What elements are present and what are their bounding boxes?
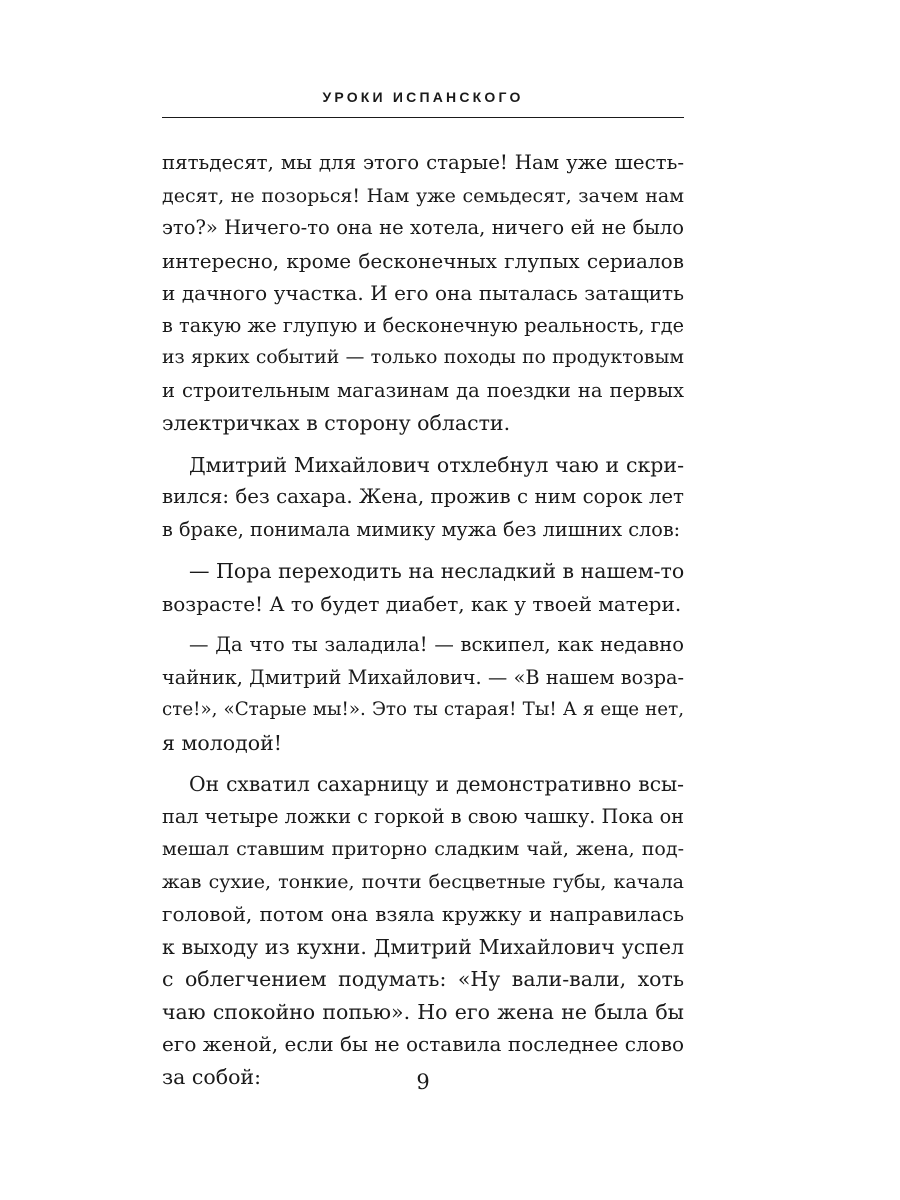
page-number: 9 bbox=[416, 1070, 430, 1094]
text-line: — Пора переходить на несладкий в нашем-то bbox=[189, 559, 684, 583]
text-line: Он схватил сахарницу и демонстративно всы- bbox=[189, 772, 684, 796]
text-line: я молодой! bbox=[162, 730, 282, 755]
text-line: пал четыре ложки с горкой в свою чашку. Пока он bbox=[162, 804, 684, 828]
text-line: в браке, понимала мимику мужа без лишних слов: bbox=[162, 517, 681, 541]
text-line: — Да что ты заладила! — вскипел, как недавно bbox=[189, 633, 684, 656]
running-head: УРОКИ ИСПАНСКОГО bbox=[322, 89, 524, 105]
paragraph bbox=[162, 768, 684, 1093]
text-line: с облегчением подумать: «Ну вали-вали, хоть bbox=[162, 967, 684, 991]
text-line: пятьдесят, мы для этого старые! Нам уже шесть- bbox=[162, 151, 684, 174]
paragraph bbox=[162, 555, 684, 620]
text-line: вился: без сахара. Жена, прожив с ним сорок лет bbox=[162, 485, 684, 508]
text-line: в такую же глупую и бесконечную реальность, где bbox=[162, 313, 684, 337]
text-line: сте!», «Старые мы!». Это ты старая! Ты! А я еще нет, bbox=[162, 699, 684, 720]
text-line: и дачного участка. И его она пыталась затащить bbox=[162, 281, 684, 305]
text-line: интересно, кроме бесконечных глупых сериалов bbox=[162, 248, 684, 273]
paragraph bbox=[162, 147, 684, 440]
text-line: его женой, если бы не оставила последнее слово bbox=[162, 1032, 684, 1056]
text-line: и строительным магазинам да поездки на первых bbox=[162, 378, 684, 402]
text-line: к выходу из кухни. Дмитрий Михайлович успел bbox=[162, 934, 684, 959]
text-line: чаю спокойно попью». Но его жена не была бы bbox=[162, 999, 684, 1024]
text-line: возрасте! А то будет диабет, как у твоей матери. bbox=[162, 591, 682, 616]
paragraph bbox=[162, 449, 684, 547]
text-line: за собой: bbox=[162, 1064, 261, 1089]
text-line: чайник, Дмитрий Михайлович. — «В нашем возра- bbox=[162, 665, 684, 689]
text-line: Дмитрий Михайлович отхлебнул чаю и скри- bbox=[189, 452, 684, 477]
text-line: десят, не позорься! Нам уже семьдесят, зачем нам bbox=[162, 184, 684, 207]
text-line: это?» Ничего-то она не хотела, ничего ей не было bbox=[162, 216, 684, 239]
header-rule bbox=[162, 117, 684, 118]
text-line: головой, потом она взяла кружку и направилась bbox=[162, 902, 684, 926]
text-line: мешал ставшим приторно сладким чай, жена, под- bbox=[162, 838, 684, 860]
body-text bbox=[162, 147, 684, 1093]
text-line: из ярких событий — только походы по продуктовым bbox=[162, 347, 684, 368]
text-line: жав сухие, тонкие, почти бесцветные губы, качала bbox=[162, 870, 684, 893]
paragraph bbox=[162, 629, 684, 759]
text-line: электричках в сторону области. bbox=[162, 411, 511, 435]
